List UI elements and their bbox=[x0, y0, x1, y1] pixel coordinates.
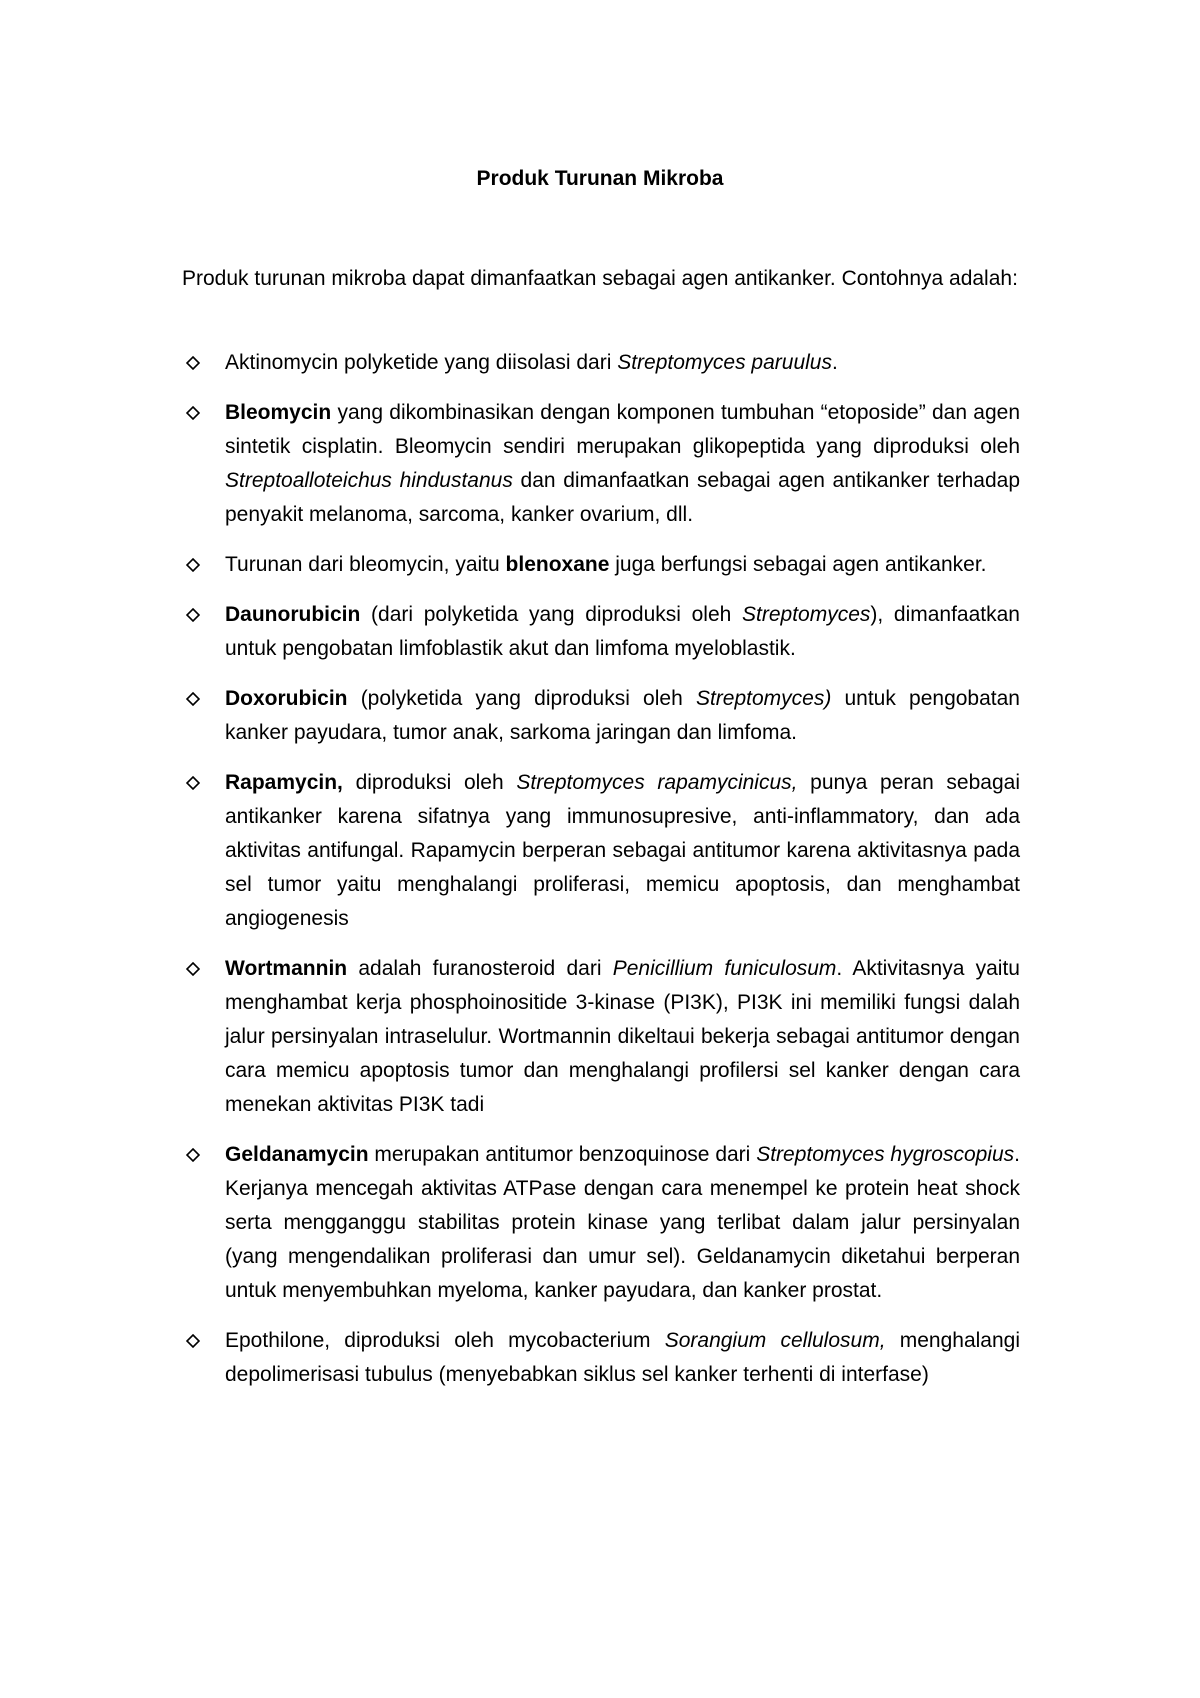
text-run: . bbox=[831, 351, 838, 374]
text-run: Aktinomycin polyketide yang diisolasi dari bbox=[225, 351, 618, 374]
text-run: (polyketida yang diproduksi oleh bbox=[347, 687, 696, 710]
diamond-outline-icon bbox=[186, 692, 200, 706]
species-name: Streptoalloteichus hindustanus bbox=[225, 469, 513, 492]
bullet-text bbox=[225, 957, 1020, 1116]
diamond-outline-icon bbox=[186, 1334, 200, 1348]
text-run: menghalangi depolimerisasi tubulus (menyebabkan siklus sel kanker terhenti di interfase) bbox=[225, 1329, 1020, 1386]
text-run: juga berfungsi sebagai agen antikanker. bbox=[609, 553, 987, 576]
bold-term: Geldanamycin bbox=[225, 1143, 369, 1166]
diamond-outline-icon bbox=[186, 1148, 200, 1162]
bullet-item bbox=[182, 548, 1020, 582]
bullet-list bbox=[182, 346, 1020, 1408]
text-run: (dari polyketida yang diproduksi oleh bbox=[360, 603, 742, 626]
bullet-item bbox=[182, 396, 1020, 532]
bullet-text bbox=[225, 1329, 1020, 1386]
text-run: dan dimanfaatkan sebagai agen antikanker terhadap penyakit melanoma, sarcoma, kanker ovarium, dll. bbox=[225, 469, 1020, 526]
bullet-item bbox=[182, 952, 1020, 1122]
text-run: punya peran sebagai antikanker karena sifatnya yang immunosupresive, anti-inflammatory, dan ada aktivitas antifungal. Rapamycin berperan sebagai antitumor karena aktivitasnya pada sel tumor yaitu menghalangi proliferasi, memicu apoptosis, dan menghambat angiogenesis bbox=[225, 771, 1020, 930]
bold-term: blenoxane bbox=[505, 553, 610, 576]
text-run: adalah furanosteroid dari bbox=[347, 957, 613, 980]
text-run: Epothilone, diproduksi oleh mycobacterium bbox=[225, 1329, 665, 1352]
text-run: untuk pengobatan kanker payudara, tumor anak, sarkoma jaringan dan limfoma. bbox=[225, 687, 1020, 744]
bold-term: Wortmannin bbox=[225, 957, 348, 980]
bullet-item bbox=[182, 682, 1020, 750]
species-name: Penicillium funiculosum bbox=[612, 957, 837, 980]
bullet-item bbox=[182, 1138, 1020, 1308]
species-name: Streptomyces rapamycinicus, bbox=[516, 771, 798, 794]
species-name: Sorangium cellulosum, bbox=[664, 1329, 886, 1352]
intro-paragraph: Produk turunan mikroba dapat dimanfaatkan sebagai agen antikanker. Contohnya adalah: bbox=[182, 267, 1018, 290]
bullet-text bbox=[225, 771, 1020, 930]
text-run: yang dikombinasikan dengan komponen tumbuhan “etoposide” dan agen sintetik cisplatin. Bleomycin sendiri merupakan glikopeptida yang diproduksi oleh bbox=[225, 401, 1020, 458]
bullet-item bbox=[182, 766, 1020, 936]
bold-term: Doxorubicin bbox=[225, 687, 348, 710]
diamond-outline-icon bbox=[186, 776, 200, 790]
bold-term: Bleomycin bbox=[225, 401, 332, 424]
bold-term: Rapamycin, bbox=[225, 771, 343, 794]
bullet-text bbox=[225, 553, 987, 576]
text-run: Turunan dari bleomycin, yaitu bbox=[225, 553, 506, 576]
document-title: Produk Turunan Mikroba bbox=[476, 167, 724, 190]
bullet-text bbox=[225, 687, 1020, 744]
diamond-outline-icon bbox=[186, 406, 200, 420]
diamond-outline-icon bbox=[186, 608, 200, 622]
bullet-text bbox=[225, 401, 1020, 526]
bullet-text bbox=[225, 603, 1020, 660]
diamond-outline-icon bbox=[186, 558, 200, 572]
bullet-item bbox=[182, 346, 1020, 380]
text-run: ), dimanfaatkan untuk pengobatan limfoblastik akut dan limfoma myeloblastik. bbox=[225, 603, 1020, 660]
diamond-outline-icon bbox=[186, 356, 200, 370]
species-name: Streptomyces bbox=[742, 603, 871, 626]
text-run: diproduksi oleh bbox=[342, 771, 517, 794]
species-name: Streptomyces paruulus bbox=[617, 351, 832, 374]
bullet-item bbox=[182, 598, 1020, 666]
diamond-outline-icon bbox=[186, 962, 200, 976]
bold-term: Daunorubicin bbox=[225, 603, 361, 626]
text-run: . Kerjanya mencegah aktivitas ATPase dengan cara menempel ke protein heat shock serta mengganggu stabilitas protein kinase yang terlibat dalam jalur persinyalan (yang mengendalikan proliferasi dan umur sel). Geldanamycin diketahui berperan untuk menyembuhkan myeloma, kanker payudara, dan kanker prostat. bbox=[225, 1143, 1020, 1302]
text-run: merupakan antitumor benzoquinose dari bbox=[368, 1143, 757, 1166]
text-run: . Aktivitasnya yaitu menghambat kerja phosphoinositide 3-kinase (PI3K), PI3K ini memiliki fungsi dalah jalur persinyalan intraselulur. Wortmannin dikeltaui bekerja sebagai antitumor dengan cara memicu apoptosis tumor dan menghalangi profilersi sel kanker dengan cara menekan aktivitas PI3K tadi bbox=[225, 957, 1020, 1116]
bullet-text bbox=[225, 1143, 1020, 1302]
species-name: Streptomyces) bbox=[695, 687, 832, 710]
species-name: Streptomyces hygroscopius bbox=[756, 1143, 1015, 1166]
bullet-text bbox=[225, 351, 838, 374]
bullet-item bbox=[182, 1324, 1020, 1392]
